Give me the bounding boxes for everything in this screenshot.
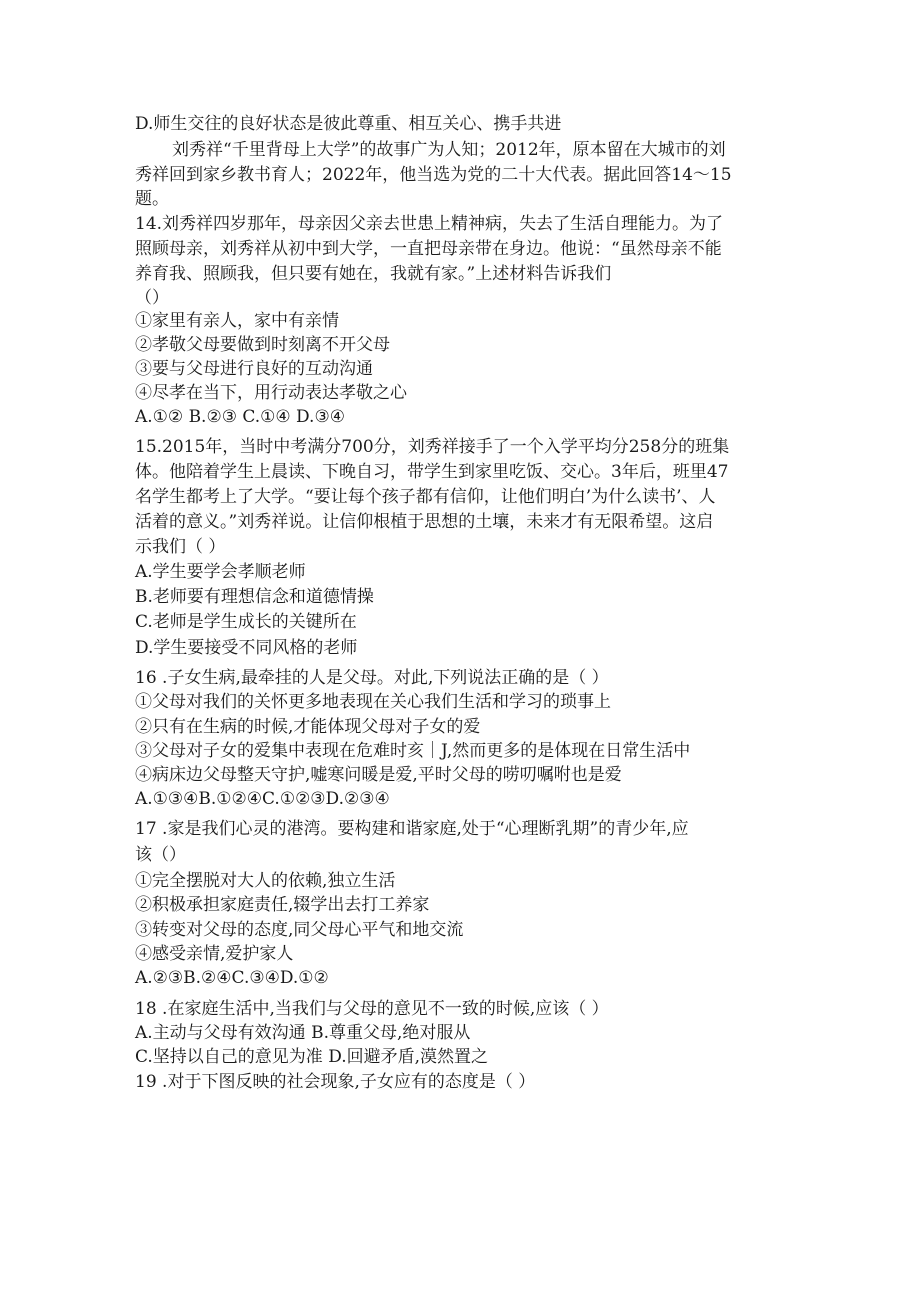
question-17-stem: 该（） xyxy=(135,845,186,865)
question-16-options: A.①③④B.①②④C.①②③D.②③④ xyxy=(135,789,390,809)
statement-3: ③父母对子女的爱集中表现在危难时亥｜J,然而更多的是体现在日常生活中 xyxy=(135,741,691,761)
question-15-stem: 活着的意义。”刘秀祥说。让信仰根植于思想的土壤，未来才有无限希望。这启 xyxy=(135,512,714,532)
statement-1: ①完全摆脱对大人的依赖,独立生活 xyxy=(135,871,396,891)
question-15-stem: 体。他陪着学生上晨读、下晚自习，带学生到家里吃饭、交心。3年后，班里47 xyxy=(135,462,729,482)
option-d-q15: D.学生要接受不同风格的老师 xyxy=(135,638,358,658)
question-14-options: A.①② B.②③ C.①④ D.③④ xyxy=(135,407,345,427)
passage-line: 刘秀祥“千里背母上大学”的故事广为人知；2012年，原本留在大城市的刘 xyxy=(172,140,726,160)
statement-4: ④病床边父母整天守护,嘘寒问暖是爱,平时父母的唠叨嘱咐也是爱 xyxy=(135,765,622,785)
statement-1: ①父母对我们的关怀更多地表现在关心我们生活和学习的琐事上 xyxy=(135,692,611,712)
question-14-stem: 14.刘秀祥四岁那年，母亲因父亲去世患上精神病，失去了生活自理能力。为了 xyxy=(135,214,724,234)
passage-line: 题。 xyxy=(135,189,169,209)
options-cd-q18: C.坚持以自己的意见为准 D.回避矛盾,漠然置之 xyxy=(135,1047,489,1067)
statement-2: ②积极承担家庭责任,辍学出去打工养家 xyxy=(135,895,430,915)
option-c-q15: C.老师是学生成长的关键所在 xyxy=(135,612,357,632)
question-17-stem: 17 .家是我们心灵的港湾。要构建和谐家庭,处于“心理断乳期”的青少年,应 xyxy=(135,819,689,839)
question-18-stem: 18 .在家庭生活中,当我们与父母的意见不一致的时候,应该（ ） xyxy=(135,999,609,1019)
options-ab-q18: A.主动与父母有效沟通 B.尊重父母,绝对服从 xyxy=(135,1023,471,1043)
question-15-stem: 示我们（ ） xyxy=(135,537,226,557)
statement-1: ①家里有亲人，家中有亲情 xyxy=(135,311,339,331)
question-16-stem: 16 .子女生病,最牵挂的人是父母。对此,下列说法正确的是（ ） xyxy=(135,668,609,688)
option-a-q15: A.学生要学会孝顺老师 xyxy=(135,562,306,582)
answer-blank: （） xyxy=(135,288,169,308)
statement-4: ④感受亲情,爱护家人 xyxy=(135,944,294,964)
statement-3: ③要与父母进行良好的互动沟通 xyxy=(135,359,373,379)
statement-4: ④尽孝在当下，用行动表达孝敬之心 xyxy=(135,383,407,403)
question-17-options: A.②③B.②④C.③④D.①② xyxy=(135,968,329,988)
question-15-stem: 名学生都考上了大学。“要让每个孩子都有信仰，让他们明白’为什么读书’、人 xyxy=(135,487,716,507)
question-15-stem: 15.2015年，当时中考满分700分，刘秀祥接手了一个入学平均分258分的班集 xyxy=(135,437,730,457)
statement-3: ③转变对父母的态度,同父母心平气和地交流 xyxy=(135,920,464,940)
option-b-q15: B.老师要有理想信念和道德情操 xyxy=(135,587,374,607)
question-14-stem: 养育我、照顾我，但只要有她在，我就有家。”上述材料告诉我们 xyxy=(135,264,612,284)
option-d-q13: D.师生交往的良好状态是彼此尊重、相互关心、携手共进 xyxy=(135,114,562,134)
statement-2: ②只有在生病的时候,才能体现父母对子女的爱 xyxy=(135,717,481,737)
statement-2: ②孝敬父母要做到时刻离不开父母 xyxy=(135,335,390,355)
question-19-stem: 19 .对于下图反映的社会现象,子女应有的态度是（ ） xyxy=(135,1072,536,1092)
question-14-stem: 照顾母亲，刘秀祥从初中到大学，一直把母亲带在身边。他说：“虽然母亲不能 xyxy=(135,239,722,259)
passage-line: 秀祥回到家乡教书育人；2022年，他当选为党的二十大代表。据此回答14～15 xyxy=(135,165,732,185)
